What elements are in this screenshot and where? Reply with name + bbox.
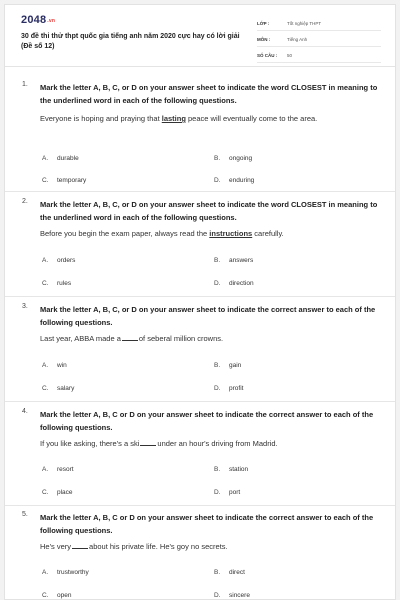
question-sentence: Before you begin the exam paper, always read the instructions carefully.: [40, 229, 284, 238]
meta-subject-row: [257, 33, 381, 47]
meta-class-value: Tốt nghiệp THPT: [287, 21, 322, 26]
option-c[interactable]: C. rules: [42, 279, 72, 287]
meta-count-value: 50: [287, 53, 293, 58]
question-sentence: Everyone is hoping and praying that lasting peace will eventually come to the area.: [40, 114, 318, 123]
exam-sheet: [4, 4, 396, 600]
answer-blank: [72, 542, 88, 549]
question-prompt: Mark the letter A, B, C, or D on your answer sheet to indicate the word CLOSEST in meaning to the underlined word in each of the following questions.: [40, 83, 378, 105]
option-b[interactable]: B. ongoing: [214, 154, 253, 162]
divider: [5, 401, 396, 402]
question-sentence: If you like asking, there's a ski under an hour's driving from Madrid.: [40, 439, 278, 448]
underlined-word: instructions: [209, 229, 253, 238]
question-sentence: He's very about his private life. He's goy no secrets.: [40, 542, 228, 551]
question-number: 3.: [22, 303, 28, 310]
meta-count-label: SỐ CÂU :: [257, 53, 278, 58]
question-prompt: Mark the letter A, B, C or D on your answer sheet to indicate the correct answer to each of the following questions.: [40, 513, 374, 535]
answer-blank: [140, 439, 156, 446]
option-b[interactable]: B. direct: [214, 568, 245, 576]
meta-count-row: [257, 49, 381, 63]
meta-subject-value: Tiếng Anh: [287, 37, 308, 42]
option-b[interactable]: B. station: [214, 465, 249, 473]
option-b[interactable]: B. answers: [214, 256, 254, 264]
divider: [5, 191, 396, 192]
divider: [5, 296, 396, 297]
exam-meta: [257, 17, 381, 65]
question-sentence: Last year, ABBA made a of seberal million crowns.: [40, 334, 224, 343]
underlined-word: lasting: [161, 114, 186, 123]
option-d[interactable]: D. profit: [214, 384, 244, 392]
option-c[interactable]: C. open: [42, 591, 72, 599]
question-number: 5.: [22, 511, 28, 518]
option-b[interactable]: B. gain: [214, 361, 242, 369]
option-a[interactable]: A. durable: [42, 154, 79, 162]
doc-title: 30 đề thi thử thpt quốc gia tiếng anh năm 2020 cực hay có lời giải (Đề số 12): [21, 33, 240, 50]
option-a[interactable]: A. win: [42, 361, 67, 369]
header: [5, 5, 395, 67]
option-c[interactable]: C. temporary: [42, 176, 87, 184]
option-d[interactable]: D. direction: [214, 279, 254, 287]
option-a[interactable]: A. trustworthy: [42, 568, 89, 576]
divider: [5, 505, 396, 506]
option-c[interactable]: C. place: [42, 488, 73, 496]
meta-class-row: [257, 17, 381, 31]
question-number: 4.: [22, 408, 28, 415]
answer-blank: [122, 334, 138, 341]
option-c[interactable]: C. salary: [42, 384, 75, 392]
question-number: 2.: [22, 198, 28, 205]
question-prompt: Mark the letter A, B, C, or D on your answer sheet to indicate the word CLOSEST in meaning to the underlined word in each of the following questions.: [40, 200, 378, 222]
meta-class-label: LỚP :: [257, 21, 270, 26]
question-number: 1.: [22, 81, 28, 88]
option-d[interactable]: D. port: [214, 488, 241, 496]
option-d[interactable]: D. sincere: [214, 591, 250, 599]
meta-subject-label: MÔN :: [257, 37, 271, 42]
option-a[interactable]: A. resort: [42, 465, 74, 473]
question-prompt: Mark the letter A, B, C or D on your answer sheet to indicate the correct answer to each of the following questions.: [40, 410, 374, 432]
option-a[interactable]: A. orders: [42, 256, 76, 264]
question-prompt: Mark the letter A, B, C, or D on your answer sheet to indicate the correct answer to each of the following questions.: [40, 305, 376, 327]
site-logo[interactable]: 2048.vn: [21, 14, 56, 26]
option-d[interactable]: D. enduring: [214, 176, 255, 184]
